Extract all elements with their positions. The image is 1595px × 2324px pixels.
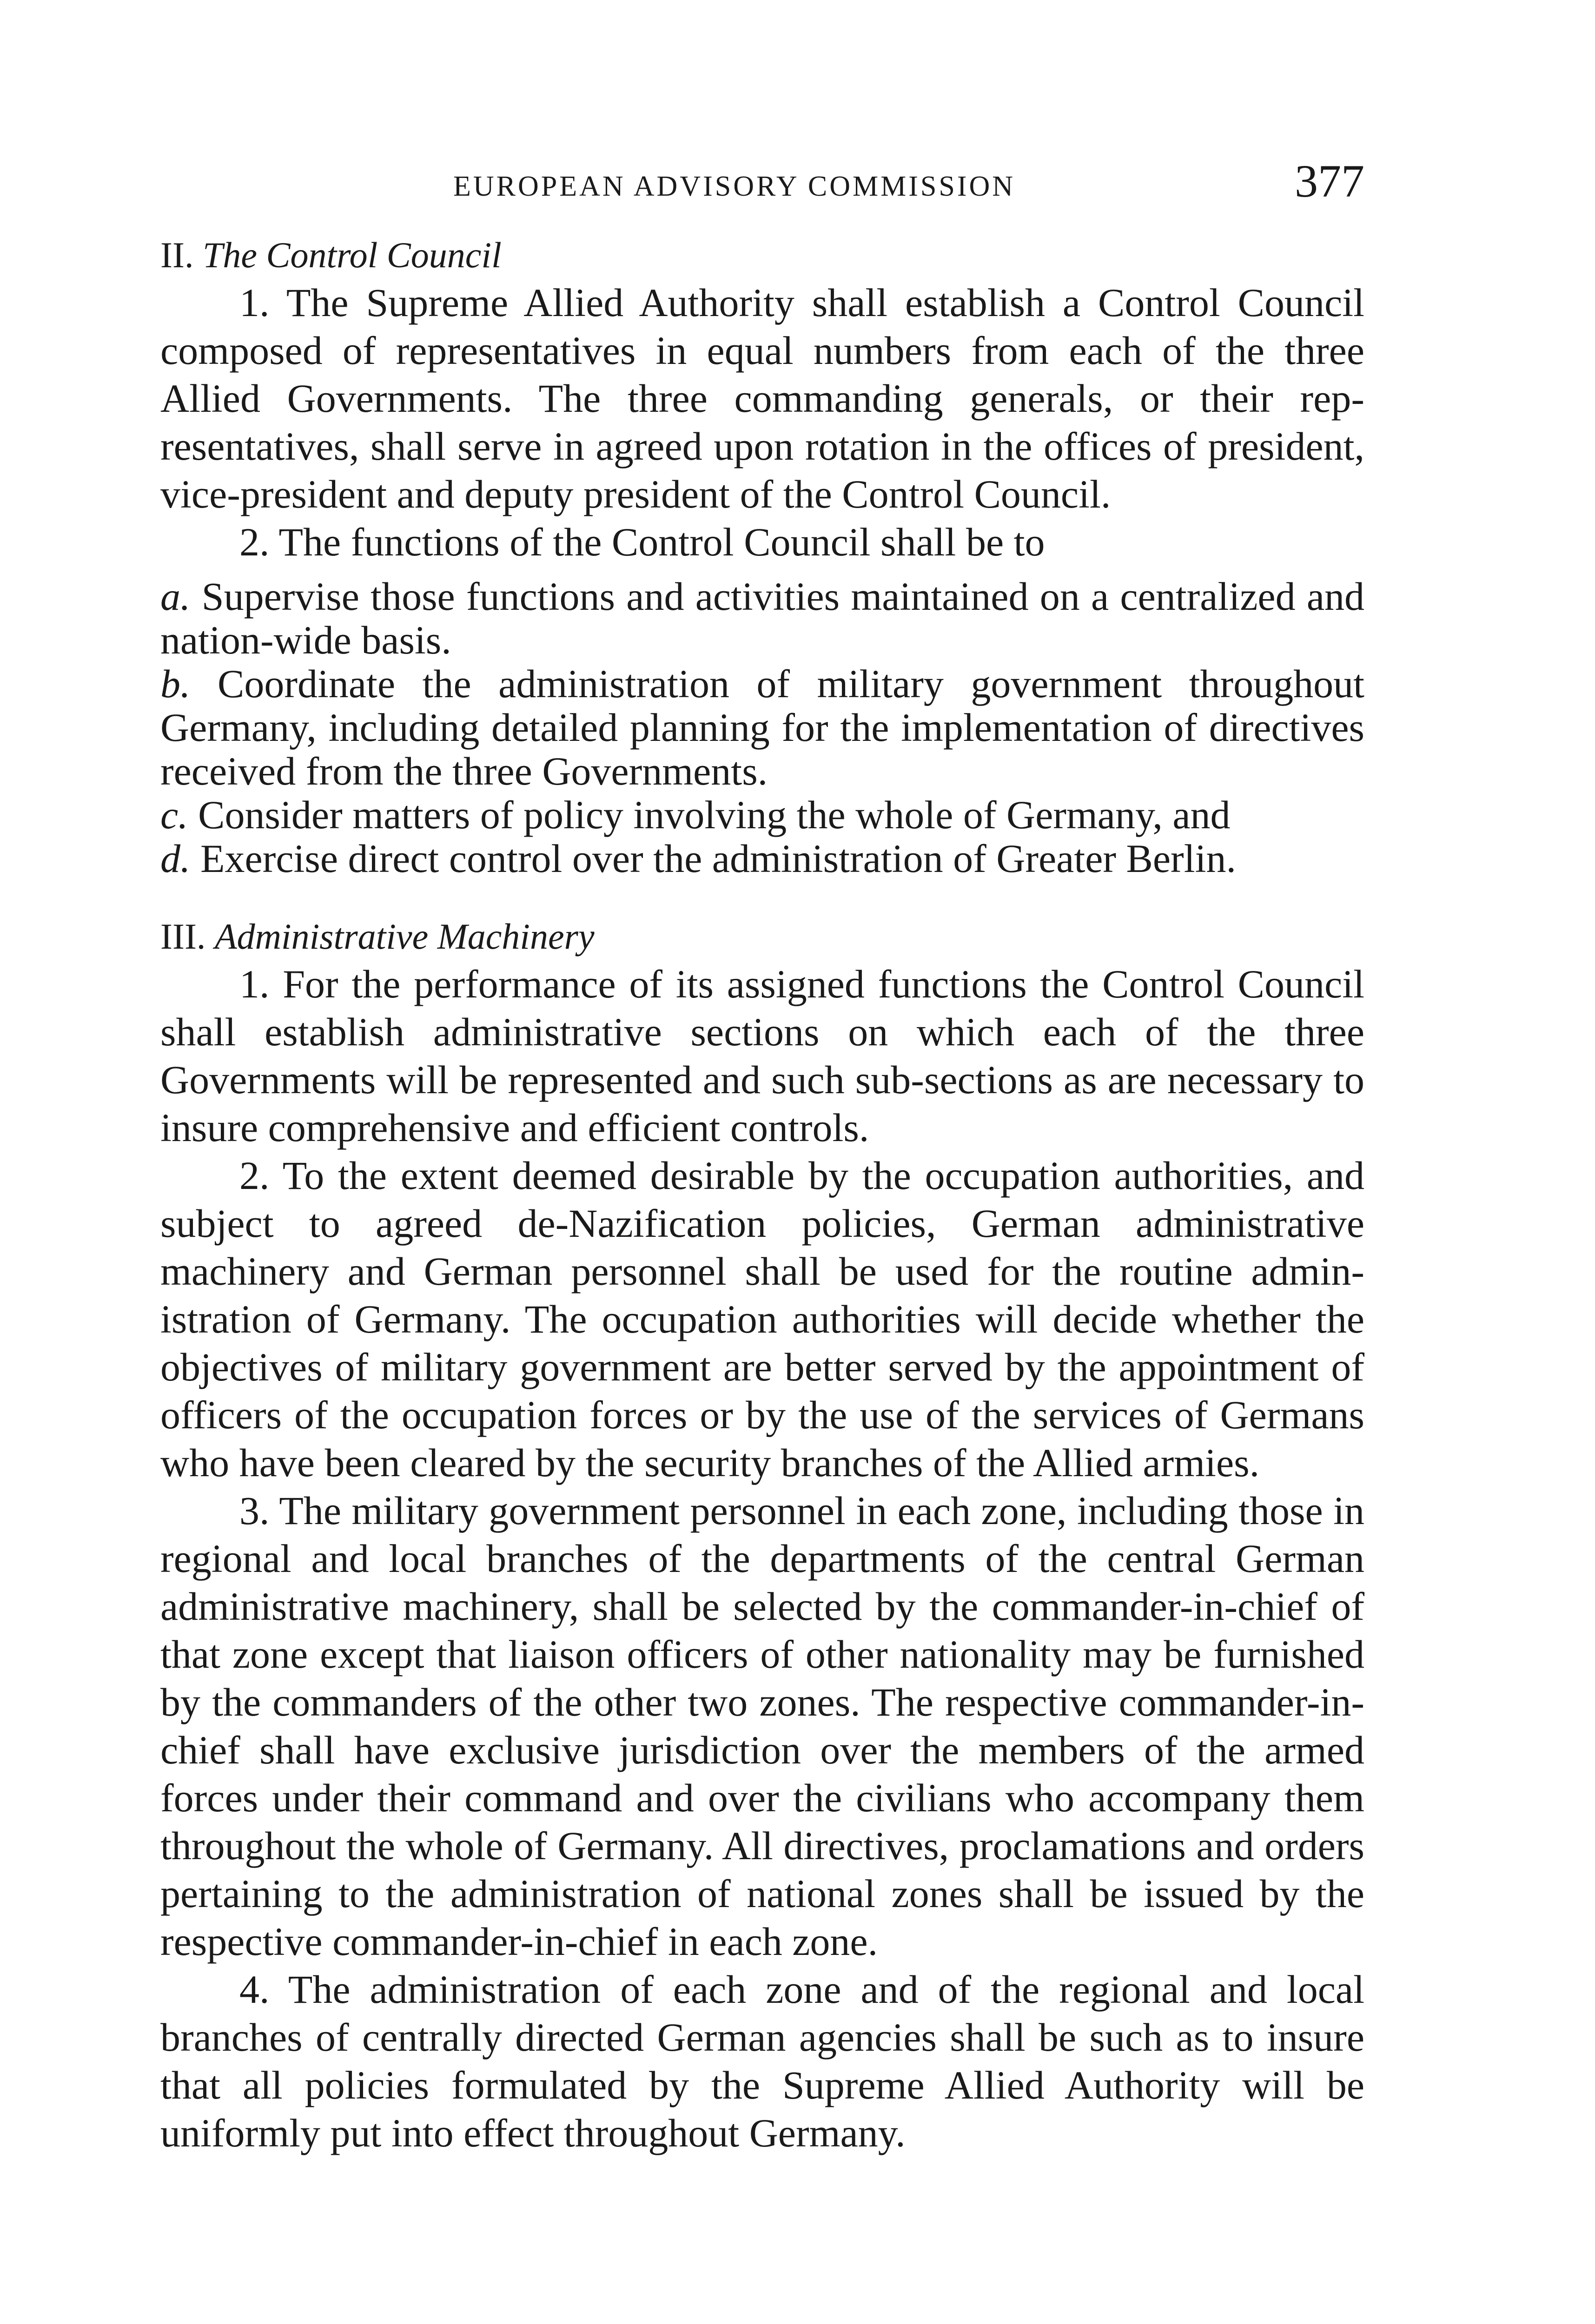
list-marker: a. xyxy=(160,574,191,619)
section-title: The Control Council xyxy=(202,235,502,275)
section-title: Administrative Machinery xyxy=(214,916,595,957)
list-item-text: Supervise those functions and activities maintained on a centralized and nation-wide basis. xyxy=(160,574,1364,662)
running-title: EUROPEAN ADVISORY COMMISSION xyxy=(453,171,1016,202)
paragraph-iii-2: 2. To the extent deemed desirable by the occupation authorities, and subject to agreed de-Nazification policies, German administrative machinery and German personnel shall be used for the routine administration of Germany. The occupation authorities will decide whether the objectives of military government are better served by the appointment of officers of the occupation forces or by the use of the services of Germans who have been cleared by the security branches of the Allied armies. xyxy=(160,1153,1364,1485)
list-item-text: Exercise direct control over the administration of Greater Berlin. xyxy=(200,836,1236,881)
list-item-text: Consider matters of policy involving the whole of Germany, and xyxy=(198,792,1231,837)
list-item-a xyxy=(160,574,1364,662)
running-head xyxy=(160,153,1364,209)
section-heading-ii xyxy=(160,231,1364,279)
paragraph-iii-3: 3. The military government personnel in each zone, including those in regional and local branches of the departments of the central German administrative machinery, shall be selected by the commander-in-chief of that zone except that liaison officers of other nationality may be furnished by the commanders of the other two zones. The respective commander-in-chief shall have exclusive jurisdiction over the members of the armed forces under their command and over the civilians who accompany them throughout the whole of Germany. All directives, proclamations and orders pertaining to the administration of national zones shall be issued by the respective commander-in-chief in each zone. xyxy=(160,1488,1364,1964)
paragraph-ii-1: 1. The Supreme Allied Authority shall establish a Control Council composed of representatives in equal numbers from each of the three Allied Governments. The three commanding generals, or their representatives, shall serve in agreed upon rotation in the offices of president, vice-president and deputy president of the Control Council. xyxy=(160,280,1364,516)
document-page xyxy=(160,153,1364,2157)
list-marker: b. xyxy=(160,661,191,706)
paragraph-iii-4: 4. The administration of each zone and of the regional and local branches of centrally directed German agencies shall be such as to insure that all policies formulated by the Supreme Allied Authority will be uniformly put into effect throughout Germany. xyxy=(160,1967,1364,2155)
list-item-text: Coordinate the administration of military government throughout Germany, including detailed planning for the implementation of directives received from the three Governments. xyxy=(160,661,1364,793)
section-heading-iii xyxy=(160,913,1364,960)
list-marker: d. xyxy=(160,836,191,881)
section-numeral: II. xyxy=(160,235,194,275)
paragraph-iii-1: 1. For the performance of its assigned functions the Control Council shall establish administrative sections on which each of the three Governments will be represented and such sub-sections as are necessary to insure comprehensive and efficient controls. xyxy=(160,962,1364,1150)
paragraph-ii-2: 2. The functions of the Control Council shall be to xyxy=(239,520,1045,564)
page-number: 377 xyxy=(1295,155,1364,207)
list-item-d xyxy=(160,837,1364,880)
list-marker: c. xyxy=(160,792,188,837)
list-item-c xyxy=(160,793,1364,837)
list-item-b xyxy=(160,662,1364,793)
section-numeral: III. xyxy=(160,916,206,957)
